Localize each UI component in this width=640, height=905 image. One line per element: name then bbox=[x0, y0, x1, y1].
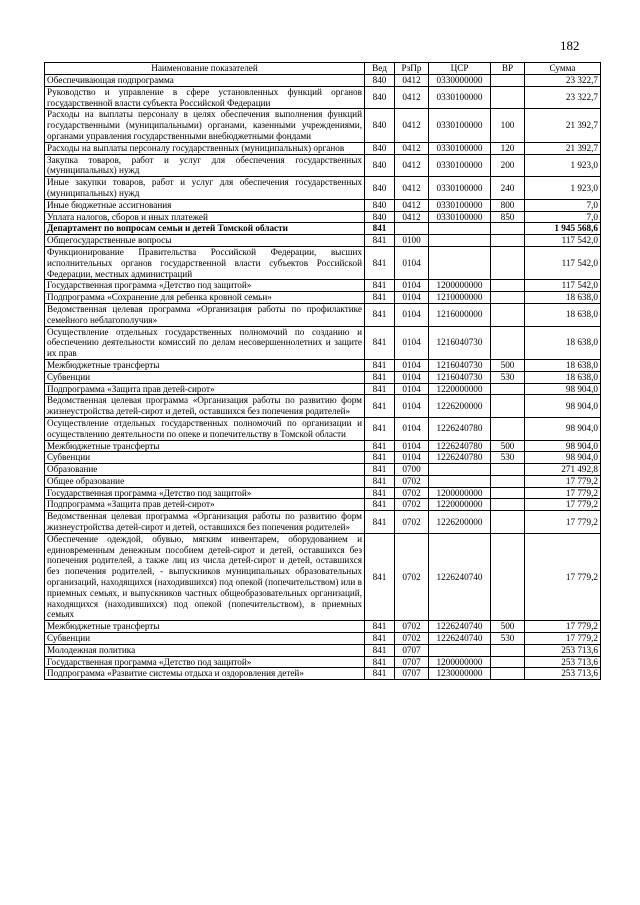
cell-ved: 841 bbox=[365, 417, 395, 440]
cell-sum: 23 322,7 bbox=[525, 86, 601, 109]
table-row bbox=[45, 109, 601, 142]
table-row bbox=[45, 211, 601, 223]
cell-rzpr bbox=[395, 223, 429, 235]
table-row bbox=[45, 383, 601, 395]
budget-table bbox=[44, 62, 601, 680]
cell-vr bbox=[491, 511, 525, 534]
table-row bbox=[45, 464, 601, 476]
table-row bbox=[45, 656, 601, 668]
cell-ved: 841 bbox=[365, 644, 395, 656]
cell-name: Межбюджетные трансферты bbox=[45, 621, 365, 633]
cell-vr bbox=[491, 417, 525, 440]
cell-rzpr: 0104 bbox=[395, 326, 429, 359]
cell-name: Расходы на выплаты персоналу в целях обеспечения выполнения функций государственными (муниципальными) органами, казенными учреждениями, органами управления государственными внебюджетными фондами bbox=[45, 109, 365, 142]
cell-ved: 841 bbox=[365, 621, 395, 633]
cell-vr: 530 bbox=[491, 452, 525, 464]
cell-csr: 1220000000 bbox=[429, 499, 491, 511]
cell-csr: 0330100000 bbox=[429, 86, 491, 109]
cell-sum: 117 542,0 bbox=[525, 246, 601, 279]
cell-rzpr: 0104 bbox=[395, 452, 429, 464]
cell-vr bbox=[491, 326, 525, 359]
table-row bbox=[45, 417, 601, 440]
cell-vr bbox=[491, 235, 525, 247]
table-row bbox=[45, 280, 601, 292]
cell-ved: 840 bbox=[365, 86, 395, 109]
cell-ved: 840 bbox=[365, 75, 395, 87]
cell-vr: 500 bbox=[491, 440, 525, 452]
cell-ved: 840 bbox=[365, 142, 395, 154]
cell-rzpr: 0702 bbox=[395, 621, 429, 633]
cell-ved: 841 bbox=[365, 475, 395, 487]
cell-name: Осуществление отдельных государственных полномочий по созданию и обеспечению деятельности комиссий по делам несовершеннолетних и защите их прав bbox=[45, 326, 365, 359]
cell-csr bbox=[429, 644, 491, 656]
cell-vr bbox=[491, 656, 525, 668]
cell-ved: 841 bbox=[365, 533, 395, 620]
cell-sum: 271 492,8 bbox=[525, 464, 601, 476]
cell-vr bbox=[491, 644, 525, 656]
cell-sum: 1 923,0 bbox=[525, 154, 601, 177]
cell-rzpr: 0412 bbox=[395, 199, 429, 211]
cell-ved: 841 bbox=[365, 511, 395, 534]
header-sum: Сумма bbox=[525, 63, 601, 75]
cell-ved: 840 bbox=[365, 109, 395, 142]
cell-vr: 240 bbox=[491, 177, 525, 200]
cell-csr: 1216040730 bbox=[429, 371, 491, 383]
cell-rzpr: 0104 bbox=[395, 292, 429, 304]
cell-ved: 841 bbox=[365, 487, 395, 499]
cell-csr: 1220000000 bbox=[429, 383, 491, 395]
cell-ved: 841 bbox=[365, 452, 395, 464]
cell-sum: 7,0 bbox=[525, 199, 601, 211]
cell-vr: 850 bbox=[491, 211, 525, 223]
cell-ved: 841 bbox=[365, 633, 395, 645]
cell-ved: 841 bbox=[365, 359, 395, 371]
page-number: 182 bbox=[560, 38, 580, 53]
cell-ved: 841 bbox=[365, 235, 395, 247]
cell-rzpr: 0412 bbox=[395, 177, 429, 200]
cell-ved: 841 bbox=[365, 395, 395, 418]
cell-rzpr: 0412 bbox=[395, 86, 429, 109]
cell-rzpr: 0700 bbox=[395, 464, 429, 476]
cell-csr bbox=[429, 475, 491, 487]
cell-sum: 98 904,0 bbox=[525, 440, 601, 452]
cell-ved: 841 bbox=[365, 464, 395, 476]
cell-csr: 1226240780 bbox=[429, 452, 491, 464]
cell-sum: 18 638,0 bbox=[525, 326, 601, 359]
cell-csr bbox=[429, 223, 491, 235]
header-ved: Вед bbox=[365, 63, 395, 75]
table-row bbox=[45, 487, 601, 499]
cell-csr: 1200000000 bbox=[429, 487, 491, 499]
cell-ved: 841 bbox=[365, 499, 395, 511]
cell-vr bbox=[491, 499, 525, 511]
table-row bbox=[45, 511, 601, 534]
table-row bbox=[45, 199, 601, 211]
cell-csr: 1216000000 bbox=[429, 303, 491, 326]
cell-name: Закупка товаров, работ и услуг для обеспечения государственных (муниципальных) нужд bbox=[45, 154, 365, 177]
cell-vr: 800 bbox=[491, 199, 525, 211]
cell-csr: 0330100000 bbox=[429, 177, 491, 200]
cell-ved: 840 bbox=[365, 211, 395, 223]
header-csr: ЦСР bbox=[429, 63, 491, 75]
cell-name: Осуществление отдельных государственных полномочий по организации и осуществлению деятельности по опеке и попечительству в Томской области bbox=[45, 417, 365, 440]
cell-rzpr: 0707 bbox=[395, 656, 429, 668]
cell-csr: 1200000000 bbox=[429, 280, 491, 292]
table-row bbox=[45, 246, 601, 279]
cell-rzpr: 0702 bbox=[395, 511, 429, 534]
cell-csr: 1226200000 bbox=[429, 395, 491, 418]
cell-vr bbox=[491, 303, 525, 326]
cell-csr bbox=[429, 246, 491, 279]
cell-ved: 840 bbox=[365, 199, 395, 211]
table-header-row bbox=[45, 63, 601, 75]
cell-csr: 1226200000 bbox=[429, 511, 491, 534]
table-row bbox=[45, 668, 601, 680]
cell-name: Подпрограмма «Развитие системы отдыха и оздоровления детей» bbox=[45, 668, 365, 680]
cell-vr: 200 bbox=[491, 154, 525, 177]
table-row bbox=[45, 75, 601, 87]
cell-rzpr: 0412 bbox=[395, 109, 429, 142]
cell-csr: 0330100000 bbox=[429, 142, 491, 154]
cell-vr bbox=[491, 86, 525, 109]
cell-rzpr: 0702 bbox=[395, 475, 429, 487]
cell-name: Государственная программа «Детство под защитой» bbox=[45, 280, 365, 292]
table-row bbox=[45, 359, 601, 371]
cell-csr: 1210000000 bbox=[429, 292, 491, 304]
cell-sum: 17 779,2 bbox=[525, 475, 601, 487]
cell-vr: 530 bbox=[491, 633, 525, 645]
cell-name: Департамент по вопросам семьи и детей Томской области bbox=[45, 223, 365, 235]
cell-ved: 841 bbox=[365, 371, 395, 383]
cell-sum: 18 638,0 bbox=[525, 371, 601, 383]
header-name: Наименование показателей bbox=[45, 63, 365, 75]
cell-name: Обеспечение одеждой, обувью, мягким инвентарем, оборудованием и единовременным денежным пособием детей-сирот и детей, оставшихся без попечения родителей, а также лиц из числа детей-сирот и детей, оставшихся без попечения родителей, - выпускников муниципальных образовательных организаций, находящихся (находившихся) под опекой (попечительством) или в приемных семьях, и выпускников частных общеобразовательных организаций, находящихся (находившихся) под опекой (попечительством), в приемных семьях bbox=[45, 533, 365, 620]
cell-csr bbox=[429, 235, 491, 247]
table-row bbox=[45, 86, 601, 109]
table-row bbox=[45, 452, 601, 464]
cell-csr: 1216040730 bbox=[429, 326, 491, 359]
cell-name: Подпрограмма «Защита прав детей-сирот» bbox=[45, 499, 365, 511]
cell-rzpr: 0104 bbox=[395, 246, 429, 279]
cell-sum: 17 779,2 bbox=[525, 633, 601, 645]
cell-rzpr: 0707 bbox=[395, 668, 429, 680]
cell-rzpr: 0104 bbox=[395, 303, 429, 326]
cell-rzpr: 0104 bbox=[395, 440, 429, 452]
table-row bbox=[45, 440, 601, 452]
cell-sum: 18 638,0 bbox=[525, 303, 601, 326]
cell-rzpr: 0412 bbox=[395, 75, 429, 87]
cell-csr: 1200000000 bbox=[429, 656, 491, 668]
cell-ved: 841 bbox=[365, 326, 395, 359]
cell-ved: 841 bbox=[365, 383, 395, 395]
table-row bbox=[45, 499, 601, 511]
cell-csr: 1216040730 bbox=[429, 359, 491, 371]
cell-rzpr: 0100 bbox=[395, 235, 429, 247]
table-row bbox=[45, 633, 601, 645]
table-row bbox=[45, 644, 601, 656]
cell-sum: 7,0 bbox=[525, 211, 601, 223]
cell-rzpr: 0412 bbox=[395, 211, 429, 223]
table-row bbox=[45, 235, 601, 247]
cell-sum: 98 904,0 bbox=[525, 452, 601, 464]
cell-sum: 117 542,0 bbox=[525, 280, 601, 292]
cell-sum: 1 923,0 bbox=[525, 177, 601, 200]
cell-rzpr: 0104 bbox=[395, 417, 429, 440]
table-row bbox=[45, 371, 601, 383]
table-row bbox=[45, 621, 601, 633]
cell-name: Функционирование Правительства Российской Федерации, высших исполнительных органов государственной власти субъектов Российской Федерации, местных администраций bbox=[45, 246, 365, 279]
cell-ved: 840 bbox=[365, 154, 395, 177]
cell-ved: 841 bbox=[365, 668, 395, 680]
header-rzpr: РзПр bbox=[395, 63, 429, 75]
cell-vr: 100 bbox=[491, 109, 525, 142]
cell-csr bbox=[429, 464, 491, 476]
cell-name: Подпрограмма «Сохранение для ребенка кровной семьи» bbox=[45, 292, 365, 304]
cell-name: Общегосударственные вопросы bbox=[45, 235, 365, 247]
cell-vr bbox=[491, 487, 525, 499]
table-row bbox=[45, 292, 601, 304]
cell-name: Образование bbox=[45, 464, 365, 476]
cell-vr: 500 bbox=[491, 621, 525, 633]
cell-vr bbox=[491, 292, 525, 304]
cell-sum: 17 779,2 bbox=[525, 499, 601, 511]
cell-ved: 841 bbox=[365, 246, 395, 279]
cell-csr: 1226240740 bbox=[429, 621, 491, 633]
cell-csr: 0330100000 bbox=[429, 154, 491, 177]
cell-rzpr: 0702 bbox=[395, 499, 429, 511]
cell-name: Ведомственная целевая программа «Организация работы по профилактике семейного неблагополучия» bbox=[45, 303, 365, 326]
cell-name: Расходы на выплаты персоналу государственных (муниципальных) органов bbox=[45, 142, 365, 154]
cell-rzpr: 0104 bbox=[395, 371, 429, 383]
cell-sum: 253 713,6 bbox=[525, 656, 601, 668]
table-row bbox=[45, 475, 601, 487]
cell-sum: 253 713,6 bbox=[525, 668, 601, 680]
cell-rzpr: 0702 bbox=[395, 487, 429, 499]
cell-ved: 841 bbox=[365, 292, 395, 304]
cell-rzpr: 0707 bbox=[395, 644, 429, 656]
cell-rzpr: 0702 bbox=[395, 533, 429, 620]
cell-name: Общее образование bbox=[45, 475, 365, 487]
cell-vr bbox=[491, 383, 525, 395]
cell-sum: 98 904,0 bbox=[525, 383, 601, 395]
cell-csr: 1226240780 bbox=[429, 417, 491, 440]
cell-rzpr: 0104 bbox=[395, 280, 429, 292]
cell-vr: 500 bbox=[491, 359, 525, 371]
cell-sum: 21 392,7 bbox=[525, 142, 601, 154]
cell-ved: 841 bbox=[365, 440, 395, 452]
cell-csr: 0330100000 bbox=[429, 211, 491, 223]
cell-name: Государственная программа «Детство под защитой» bbox=[45, 487, 365, 499]
cell-vr bbox=[491, 223, 525, 235]
cell-vr bbox=[491, 475, 525, 487]
cell-sum: 1 945 568,6 bbox=[525, 223, 601, 235]
cell-csr: 0330000000 bbox=[429, 75, 491, 87]
cell-name: Обеспечивающая подпрограмма bbox=[45, 75, 365, 87]
cell-vr bbox=[491, 280, 525, 292]
cell-sum: 17 779,2 bbox=[525, 487, 601, 499]
cell-rzpr: 0104 bbox=[395, 383, 429, 395]
cell-name: Подпрограмма «Защита прав детей-сирот» bbox=[45, 383, 365, 395]
cell-vr: 120 bbox=[491, 142, 525, 154]
cell-csr: 1230000000 bbox=[429, 668, 491, 680]
table-row bbox=[45, 142, 601, 154]
cell-vr bbox=[491, 464, 525, 476]
table-row bbox=[45, 395, 601, 418]
cell-name: Субвенции bbox=[45, 371, 365, 383]
cell-rzpr: 0104 bbox=[395, 359, 429, 371]
cell-name: Уплата налогов, сборов и иных платежей bbox=[45, 211, 365, 223]
cell-sum: 17 779,2 bbox=[525, 511, 601, 534]
cell-name: Межбюджетные трансферты bbox=[45, 440, 365, 452]
cell-ved: 840 bbox=[365, 177, 395, 200]
cell-name: Государственная программа «Детство под защитой» bbox=[45, 656, 365, 668]
cell-sum: 18 638,0 bbox=[525, 359, 601, 371]
cell-name: Ведомственная целевая программа «Организация работы по развитию форм жизнеустройства детей-сирот и детей, оставшихся без попечения родителей» bbox=[45, 395, 365, 418]
header-vr: ВР bbox=[491, 63, 525, 75]
cell-rzpr: 0412 bbox=[395, 154, 429, 177]
cell-sum: 98 904,0 bbox=[525, 417, 601, 440]
cell-vr bbox=[491, 246, 525, 279]
cell-vr bbox=[491, 668, 525, 680]
cell-vr: 530 bbox=[491, 371, 525, 383]
cell-name: Иные закупки товаров, работ и услуг для обеспечения государственных (муниципальных) нужд bbox=[45, 177, 365, 200]
cell-csr: 0330100000 bbox=[429, 109, 491, 142]
cell-csr: 1226240740 bbox=[429, 533, 491, 620]
table-row bbox=[45, 303, 601, 326]
cell-sum: 117 542,0 bbox=[525, 235, 601, 247]
cell-sum: 253 713,6 bbox=[525, 644, 601, 656]
cell-csr: 1226240780 bbox=[429, 440, 491, 452]
cell-sum: 98 904,0 bbox=[525, 395, 601, 418]
cell-sum: 18 638,0 bbox=[525, 292, 601, 304]
cell-vr bbox=[491, 395, 525, 418]
cell-name: Руководство и управление в сфере установленных функций органов государственной власти субъекта Российской Федерации bbox=[45, 86, 365, 109]
cell-vr bbox=[491, 75, 525, 87]
cell-name: Иные бюджетные ассигнования bbox=[45, 199, 365, 211]
cell-name: Межбюджетные трансферты bbox=[45, 359, 365, 371]
cell-name: Субвенции bbox=[45, 452, 365, 464]
cell-name: Субвенции bbox=[45, 633, 365, 645]
cell-name: Ведомственная целевая программа «Организация работы по развитию форм жизнеустройства детей-сирот и детей, оставшихся без попечения родителей» bbox=[45, 511, 365, 534]
cell-sum: 21 392,7 bbox=[525, 109, 601, 142]
cell-ved: 841 bbox=[365, 303, 395, 326]
table-row bbox=[45, 223, 601, 235]
table-row bbox=[45, 177, 601, 200]
cell-rzpr: 0702 bbox=[395, 633, 429, 645]
cell-sum: 23 322,7 bbox=[525, 75, 601, 87]
cell-name: Молодежная политика bbox=[45, 644, 365, 656]
cell-ved: 841 bbox=[365, 656, 395, 668]
cell-ved: 841 bbox=[365, 223, 395, 235]
cell-rzpr: 0104 bbox=[395, 395, 429, 418]
table-row bbox=[45, 326, 601, 359]
cell-csr: 0330100000 bbox=[429, 199, 491, 211]
cell-vr bbox=[491, 533, 525, 620]
cell-ved: 841 bbox=[365, 280, 395, 292]
cell-sum: 17 779,2 bbox=[525, 621, 601, 633]
cell-csr: 1226240740 bbox=[429, 633, 491, 645]
table-row bbox=[45, 533, 601, 620]
cell-sum: 17 779,2 bbox=[525, 533, 601, 620]
cell-rzpr: 0412 bbox=[395, 142, 429, 154]
table-row bbox=[45, 154, 601, 177]
